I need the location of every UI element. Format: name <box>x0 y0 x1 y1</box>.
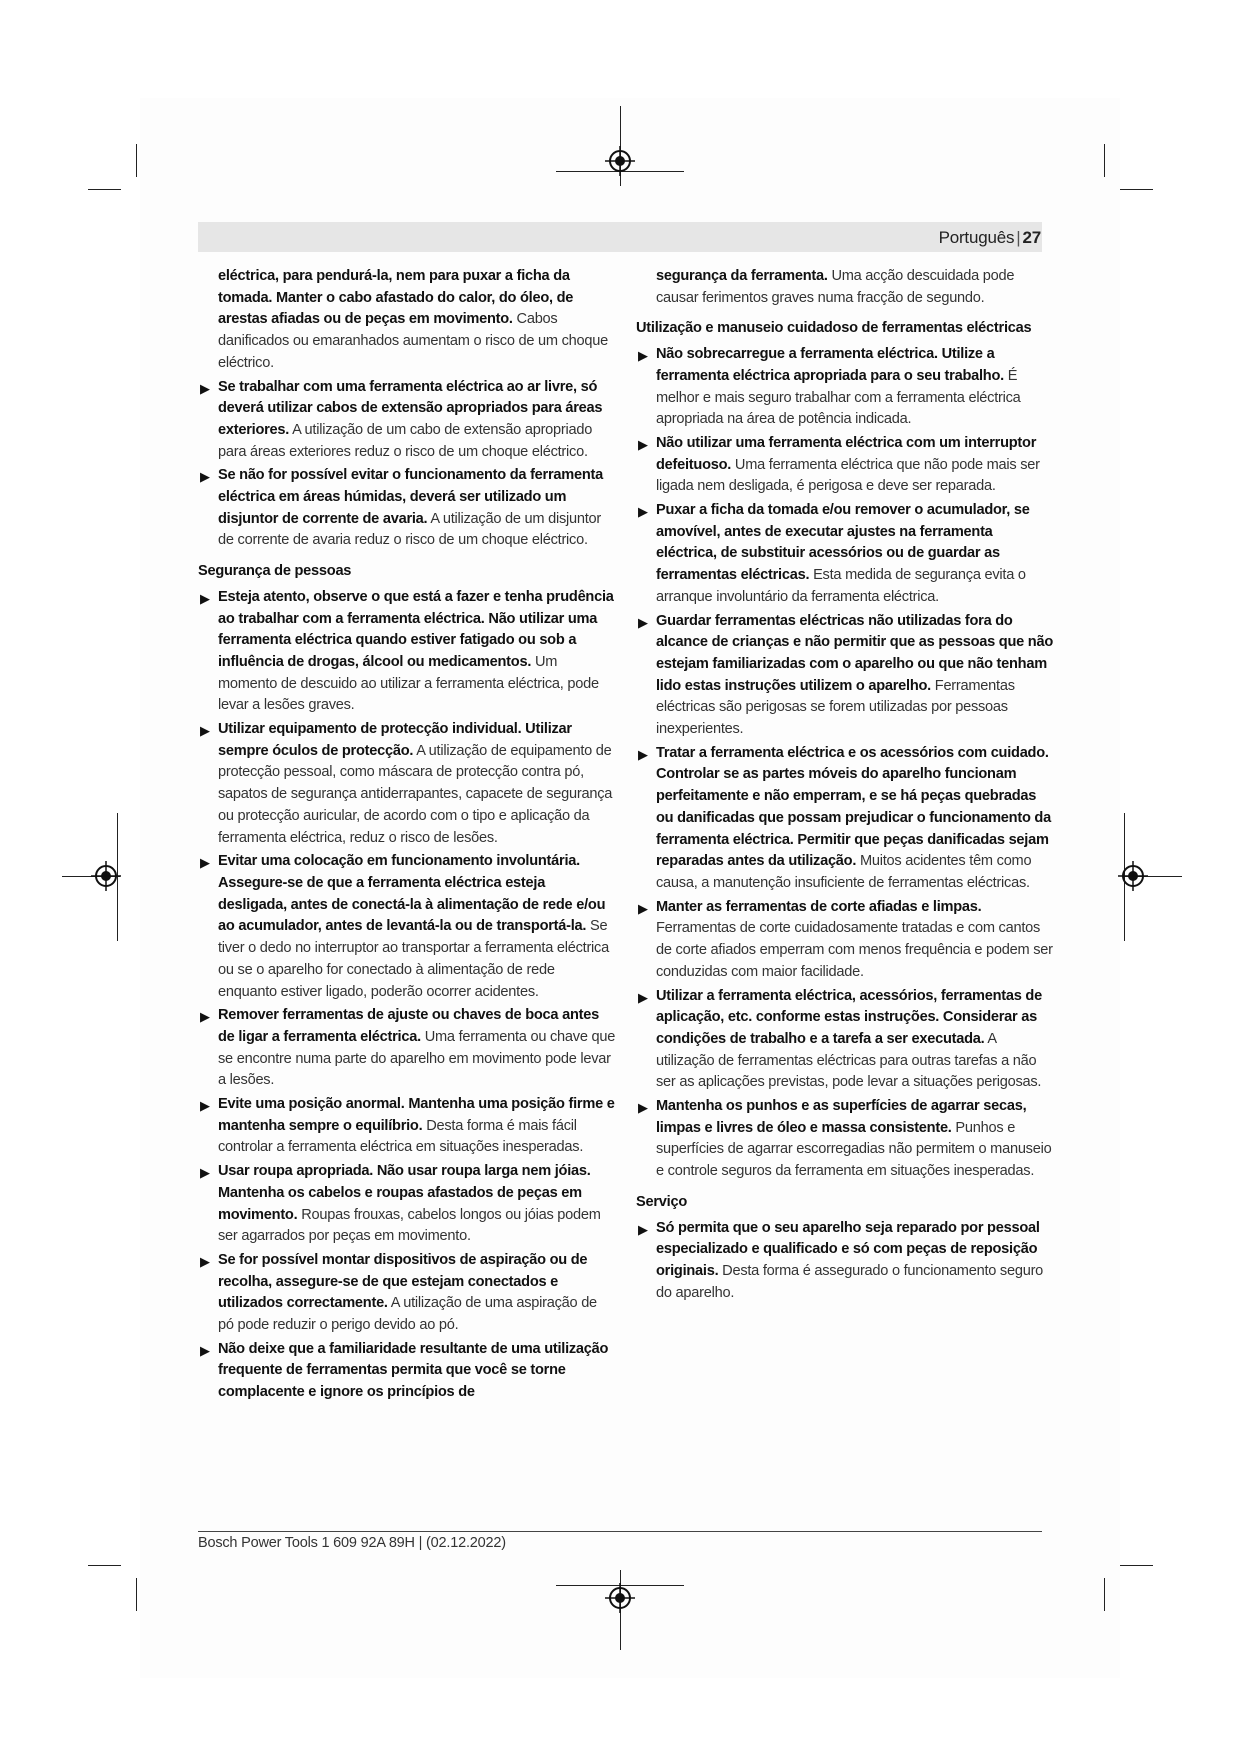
list-item <box>636 611 1054 741</box>
bold-text: segurança da ferramenta. <box>656 268 828 284</box>
bullet-arrow-icon: ▶ <box>200 469 210 485</box>
bullet-arrow-icon: ▶ <box>200 1253 210 1269</box>
normal-text: Uma acção descuidada pode causar ferimentos graves numa fracção de segundo. <box>656 268 1015 306</box>
bold-text: Remover ferramentas de ajuste ou chaves de boca antes de ligar a ferramenta eléctrica. <box>218 1007 599 1045</box>
bold-text: Não sobrecarregue a ferramenta eléctrica. Utilize a ferramenta eléctrica apropriada para o seu trabalho. <box>656 346 1004 384</box>
normal-text: A utilização de um cabo de extensão apropriado para áreas exteriores reduz o risco de um choque eléctrico. <box>218 421 593 460</box>
bullet-arrow-icon: ▶ <box>200 590 210 606</box>
bold-text: Puxar a ficha da tomada e/ou remover o acumulador, se amovível, antes de executar ajustes na ferramenta eléctrica, de substituir acessórios ou de guardar as ferramentas eléctricas. <box>656 502 1030 584</box>
bold-text: Não utilizar uma ferramenta eléctrica com um interruptor defeituoso. <box>656 434 1037 473</box>
header-separator: | <box>1016 228 1021 247</box>
list-item <box>636 433 1054 498</box>
bold-text: Mantenha os punhos e as superfícies de agarrar secas, limpas e livres de óleo e massa consistente. <box>656 1098 1027 1136</box>
bold-text: Se for possível montar dispositivos de aspiração ou de recolha, assegure-se de que estejam conectados e utilizados correctamente. <box>218 1251 588 1312</box>
crop-mark <box>88 189 121 190</box>
page-number: 27 <box>1022 228 1041 247</box>
list-item <box>198 1005 616 1092</box>
crop-mark <box>1120 1565 1153 1566</box>
normal-text: Ferramentas de corte cuidadosamente tratadas e com cantos de corte afiados emperram com menos frequência e podem ser conduzidas com maior facilidade. <box>656 920 1053 980</box>
bullet-arrow-icon: ▶ <box>200 1098 210 1114</box>
bold-text: Se não for possível evitar o funcionamento da ferramenta eléctrica em áreas húmidas, deverá ser utilizado um disjuntor de corrente de avaria. <box>218 467 603 527</box>
normal-text: Esta medida de segurança evita o arranque involuntário da ferramenta eléctrica. <box>656 567 1026 605</box>
list-item <box>198 719 616 849</box>
bold-text: Não deixe que a familiaridade resultante de uma utilização frequente de ferramentas permita que você se torne complacente e ignore os princípios de <box>218 1340 609 1401</box>
list-item <box>636 986 1054 1095</box>
normal-text: A utilização de ferramentas eléctricas para outras tarefas a não ser as aplicações previstas, pode levar a situações perigosas. <box>656 1030 1042 1091</box>
page-footer: Bosch Power Tools 1 609 92A 89H | (02.12.2022) <box>198 1535 506 1551</box>
bullet-arrow-icon: ▶ <box>200 855 210 871</box>
section-heading: Segurança de pessoas <box>198 563 352 580</box>
bold-text: Só permita que o seu aparelho seja reparado por pessoal especializado e qualificado e só com peças de reposição originais. <box>656 1219 1040 1279</box>
bold-text: Manter as ferramentas de corte afiadas e limpas. <box>656 898 982 915</box>
bullet-arrow-icon: ▶ <box>638 614 648 630</box>
bullet-arrow-icon: ▶ <box>200 380 210 396</box>
bold-text: Evitar uma colocação em funcionamento involuntária. Assegure-se de que a ferramenta eléctrica esteja desligada, antes de conectá-la à alimentação de rede e/ou ao acumulador, antes de levantá-la ou de transportá-la. <box>218 853 606 935</box>
normal-text: Cabos danificados ou emaranhados aumentam o risco de um choque eléctrico. <box>218 311 609 371</box>
section-heading: Serviço <box>636 1193 687 1210</box>
list-item <box>198 587 616 717</box>
list-item <box>198 1250 616 1337</box>
bullet-arrow-icon: ▶ <box>200 1009 210 1025</box>
normal-text: Uma ferramenta ou chave que se encontre numa parte do aparelho em movimento pode levar a lesões. <box>218 1028 616 1089</box>
registration-target-icon <box>605 1583 635 1613</box>
bold-text: eléctrica, para pendurá-la, nem para puxar a ficha da tomada. Manter o cabo afastado do calor, do óleo, de arestas afiadas ou de peças em movimento. <box>218 268 574 328</box>
header-band <box>198 222 1042 252</box>
normal-text: Uma ferramenta eléctrica que não pode mais ser ligada nem desligada, é perigosa e deve ser reparada. <box>656 456 1040 495</box>
crop-mark <box>1104 144 1105 177</box>
list-item <box>198 1339 616 1404</box>
bold-text: Tratar a ferramenta eléctrica e os acessórios com cuidado. Controlar se as partes móveis do aparelho funcionam perfeitamente e não emperram, e se há peças quebradas ou danificadas que possam prejudicar o funcionamento da ferramenta eléctrica. Permitir que peças danificadas sejam reparadas antes da utilização. <box>656 744 1051 870</box>
bold-text: Usar roupa apropriada. Não usar roupa larga nem jóias. Mantenha os cabelos e roupas afastados de peças em movimento. <box>218 1163 591 1223</box>
normal-text: Roupas frouxas, cabelos longos ou jóias podem ser agarrados por peças em movimento. <box>218 1206 601 1245</box>
list-item <box>198 1094 616 1159</box>
bold-text: Esteja atento, observe o que está a fazer e tenha prudência ao trabalhar com a ferramenta eléctrica. Não utilizar uma ferramenta eléctrica quando estiver fatigado ou sob a influência de drogas, álcool ou medicamentos. <box>218 588 614 670</box>
normal-text: Desta forma é mais fácil controlar a ferramenta eléctrica em situações inesperadas. <box>218 1117 584 1156</box>
crop-mark <box>136 144 137 177</box>
header-language: Português <box>938 228 1015 247</box>
normal-text: Desta forma é assegurado o funcionamento seguro do aparelho. <box>656 1262 1044 1301</box>
continuation-paragraph <box>636 266 1054 309</box>
bullet-arrow-icon: ▶ <box>638 1221 648 1237</box>
left-column <box>198 266 616 1406</box>
bullet-arrow-icon: ▶ <box>638 436 648 452</box>
page-header <box>939 228 1041 248</box>
list-item <box>198 1161 616 1248</box>
bold-text: Se trabalhar com uma ferramenta eléctrica ao ar livre, só deverá utilizar cabos de extensão apropriados para áreas exteriores. <box>218 378 603 438</box>
bullet-arrow-icon: ▶ <box>638 746 648 762</box>
registration-target-icon <box>605 146 635 176</box>
bullet-arrow-icon: ▶ <box>200 723 210 739</box>
normal-text: Um momento de descuido ao utilizar a ferramenta eléctrica, pode levar a lesões graves. <box>218 653 599 714</box>
normal-text: Se tiver o dedo no interruptor ao transportar a ferramenta eléctrica ou se o aparelho for conectado à alimentação de rede enquanto estiver ligado, poderão ocorrer acidentes. <box>218 918 609 1000</box>
list-item <box>636 344 1054 431</box>
registration-target-icon <box>1118 861 1148 891</box>
normal-text: Muitos acidentes têm como causa, a manutenção insuficiente de ferramentas eléctricas. <box>656 853 1032 891</box>
list-item <box>636 743 1054 895</box>
bold-text: Guardar ferramentas eléctricas não utilizadas fora do alcance de crianças e não permitir que as pessoas que não estejam familiarizadas com o aparelho ou que não tenham lido estas instruções utilizem o aparelho. <box>656 612 1053 694</box>
normal-text: A utilização de uma aspiração de pó pode reduzir o perigo devido ao pó. <box>218 1295 597 1334</box>
continuation-paragraph <box>198 266 616 375</box>
section-heading: Utilização e manuseio cuidadoso de ferramentas eléctricas <box>636 320 1032 337</box>
crop-mark <box>88 1565 121 1566</box>
bullet-arrow-icon: ▶ <box>638 348 648 364</box>
list-item <box>198 377 616 464</box>
normal-text: A utilização de equipamento de protecção pessoal, como máscara de protecção contra pó, sapatos de segurança antiderrapantes, capacete de segurança ou protecção auricular, de acordo com o tipo e aplicação da ferramenta eléctrica, reduz o risco de lesões. <box>218 742 613 846</box>
bold-text: Evite uma posição anormal. Mantenha uma posição firme e mantenha sempre o equilíbrio. <box>218 1096 615 1134</box>
bullet-arrow-icon: ▶ <box>200 1165 210 1181</box>
crop-mark <box>1120 189 1153 190</box>
bold-text: Utilizar a ferramenta eléctrica, acessórios, ferramentas de aplicação, etc. conforme estas instruções. Considerar as condições de trabalho e a tarefa a ser executada. <box>656 987 1042 1047</box>
bullet-arrow-icon: ▶ <box>638 900 648 916</box>
bullet-arrow-icon: ▶ <box>200 1342 210 1358</box>
list-item <box>636 1096 1054 1183</box>
crop-mark <box>1104 1578 1105 1611</box>
normal-text: Ferramentas eléctricas são perigosas se forem utilizadas por pessoas inexperientes. <box>656 677 1015 738</box>
bold-text: Utilizar equipamento de protecção individual. Utilizar sempre óculos de protecção. <box>218 721 572 759</box>
bullet-arrow-icon: ▶ <box>638 989 648 1005</box>
registration-target-icon <box>91 861 121 891</box>
normal-text: Punhos e superfícies de agarrar escorregadias não permitem o manuseio e controle seguros da ferramenta em situações inesperadas. <box>656 1119 1052 1180</box>
list-item <box>636 1218 1054 1305</box>
crop-mark <box>136 1578 137 1611</box>
list-item <box>198 851 616 1003</box>
normal-text: A utilização de um disjuntor de corrente de avaria reduz o risco de um choque eléctrico. <box>218 510 602 549</box>
normal-text: É melhor e mais seguro trabalhar com a ferramenta eléctrica apropriada na área de potência indicada. <box>656 367 1021 428</box>
list-item <box>636 897 1054 984</box>
list-item <box>636 500 1054 609</box>
bullet-arrow-icon: ▶ <box>638 1100 648 1116</box>
right-column <box>636 266 1054 1306</box>
bullet-arrow-icon: ▶ <box>638 504 648 520</box>
list-item <box>198 465 616 552</box>
footer-rule <box>198 1531 1042 1532</box>
